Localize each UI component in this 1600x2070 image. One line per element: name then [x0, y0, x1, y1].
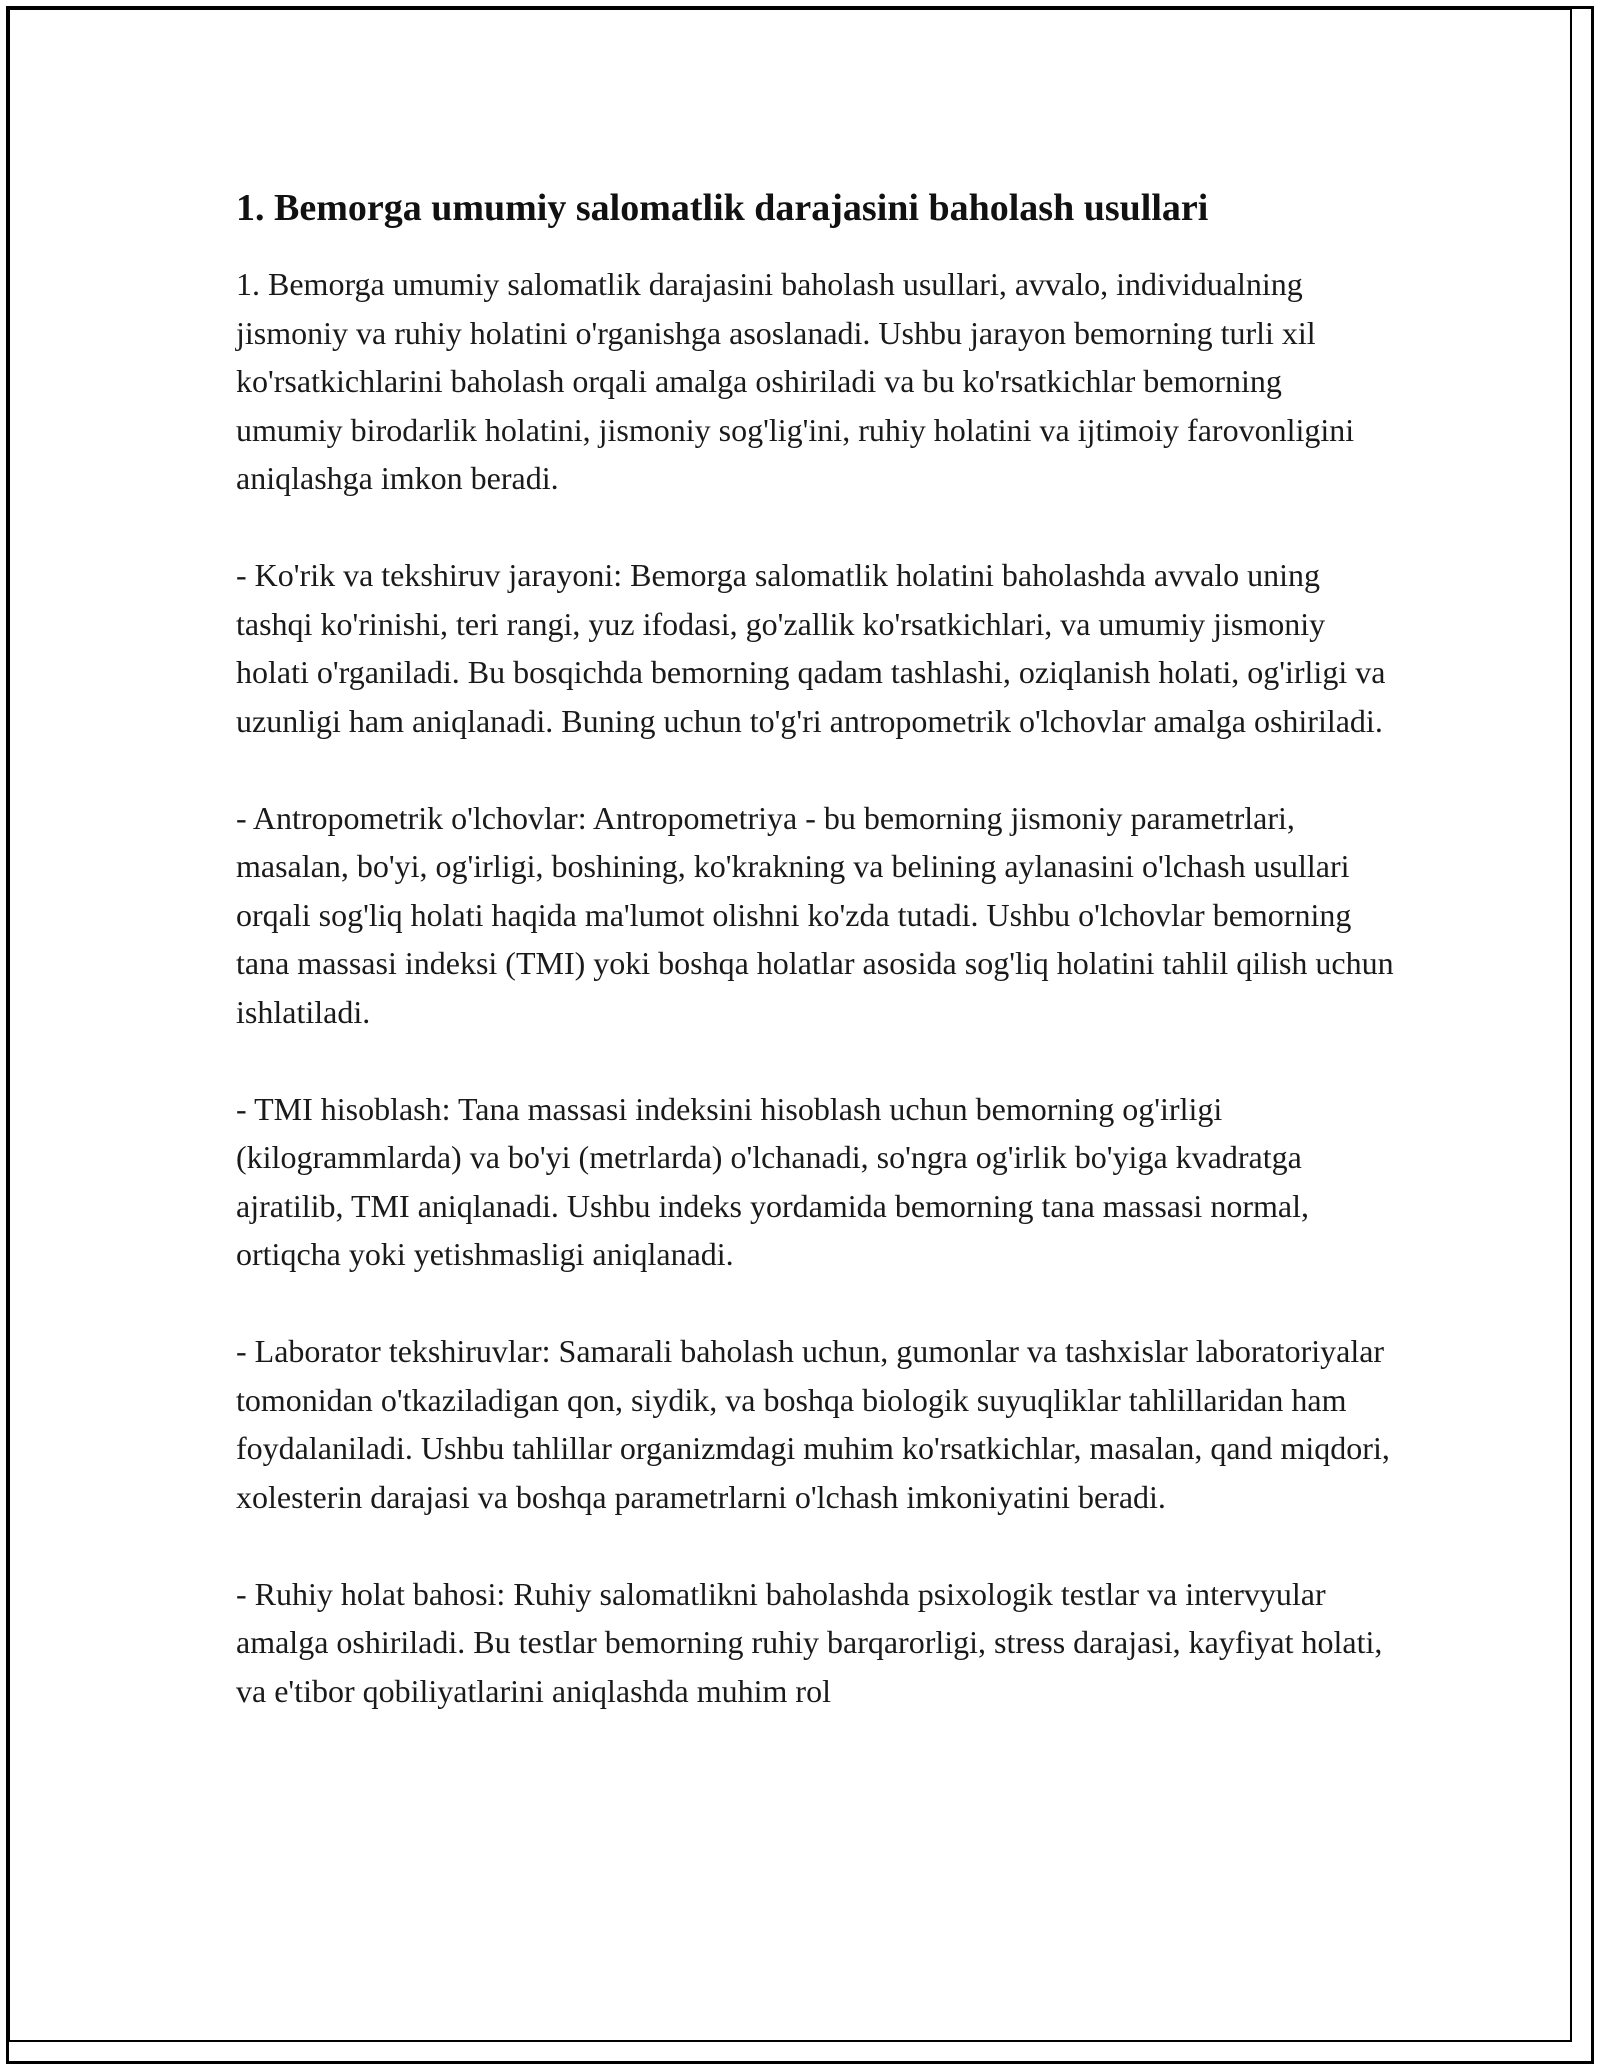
paragraph-mental-health: - Ruhiy holat bahosi: Ruhiy salomatlikni baholashda psixologik testlar va intervyular amalga oshiriladi. Bu testlar bemorning ruhiy barqarorligi, stress darajasi, kayfiyat holati, va e'tibor qobiliyatlarini aniqlashda muhim rol — [236, 1575, 1383, 1709]
paragraph-intro: 1. Bemorga umumiy salomatlik darajasini baholash usullari, avvalo, individualning jismoniy va ruhiy holatini o'rganishga asoslanadi. Ushbu jarayon bemorning turli xil ko'rsatkichlarini baholash orqali amalga oshiriladi va bu ko'rsatkichlar bemorning umumiy birodarlik holatini, jismoniy sog'lig'ini, ruhiy holatini va ijtimoiy farovonligini aniqlashga imkon beradi. — [236, 266, 1355, 496]
document-body — [236, 184, 1396, 1715]
paragraph-examination: - Ko'rik va tekshiruv jarayoni: Bemorga salomatlik holatini baholashda avvalo uning tashqi ko'rinishi, teri rangi, yuz ifodasi, go'zallik ko'rsatkichlari, va umumiy jismoniy holati o'rganiladi. Bu bosqichda bemorning qadam tashlashi, oziqlanish holati, og'irligi va uzunligi ham aniqlanadi. Buning uchun to'g'ri antropometrik o'lchovlar amalga oshiriladi. — [236, 557, 1386, 739]
paragraph-anthropometric: - Antropometrik o'lchovlar: Antropometriya - bu bemorning jismoniy parametrlari, masalan, bo'yi, og'irligi, boshining, ko'krakning va belining aylanasini o'lchash usullari orqali sog'liq holati haqida ma'lumot olishni ko'zda tutadi. Ushbu o'lchovlar bemorning tana massasi indeksi (TMI) yoki boshqa holatlar asosida sog'liq holatini tahlil qilish uchun ishlatiladi. — [236, 799, 1394, 1030]
paragraph-bmi: - TMI hisoblash: Tana massasi indeksini hisoblash uchun bemorning og'irligi (kilogrammlarda) va bo'yi (metrlarda) o'lchanadi, so'ngra og'irlik bo'yiga kvadratga ajratilib, TMI aniqlanadi. Ushbu indeks yordamida bemorning tana massasi normal, ortiqcha yoki yetishmasligi aniqlanadi. — [236, 1090, 1309, 1272]
document-title: 1. Bemorga umumiy salomatlik darajasini baholash usullari — [236, 187, 1209, 229]
paragraph-laboratory: - Laborator tekshiruvlar: Samarali baholash uchun, gumonlar va tashxislar laboratoriyalar tomonidan o'tkaziladigan qon, siydik, va boshqa biologik suyuqliklar tahlillaridan ham foydalaniladi. Ushbu tahlillar organizmdagi muhim ko'rsatkichlar, masalan, qand miqdori, xolesterin darajasi va boshqa parametrlarni o'lchash imkoniyatini beradi. — [236, 1333, 1390, 1515]
